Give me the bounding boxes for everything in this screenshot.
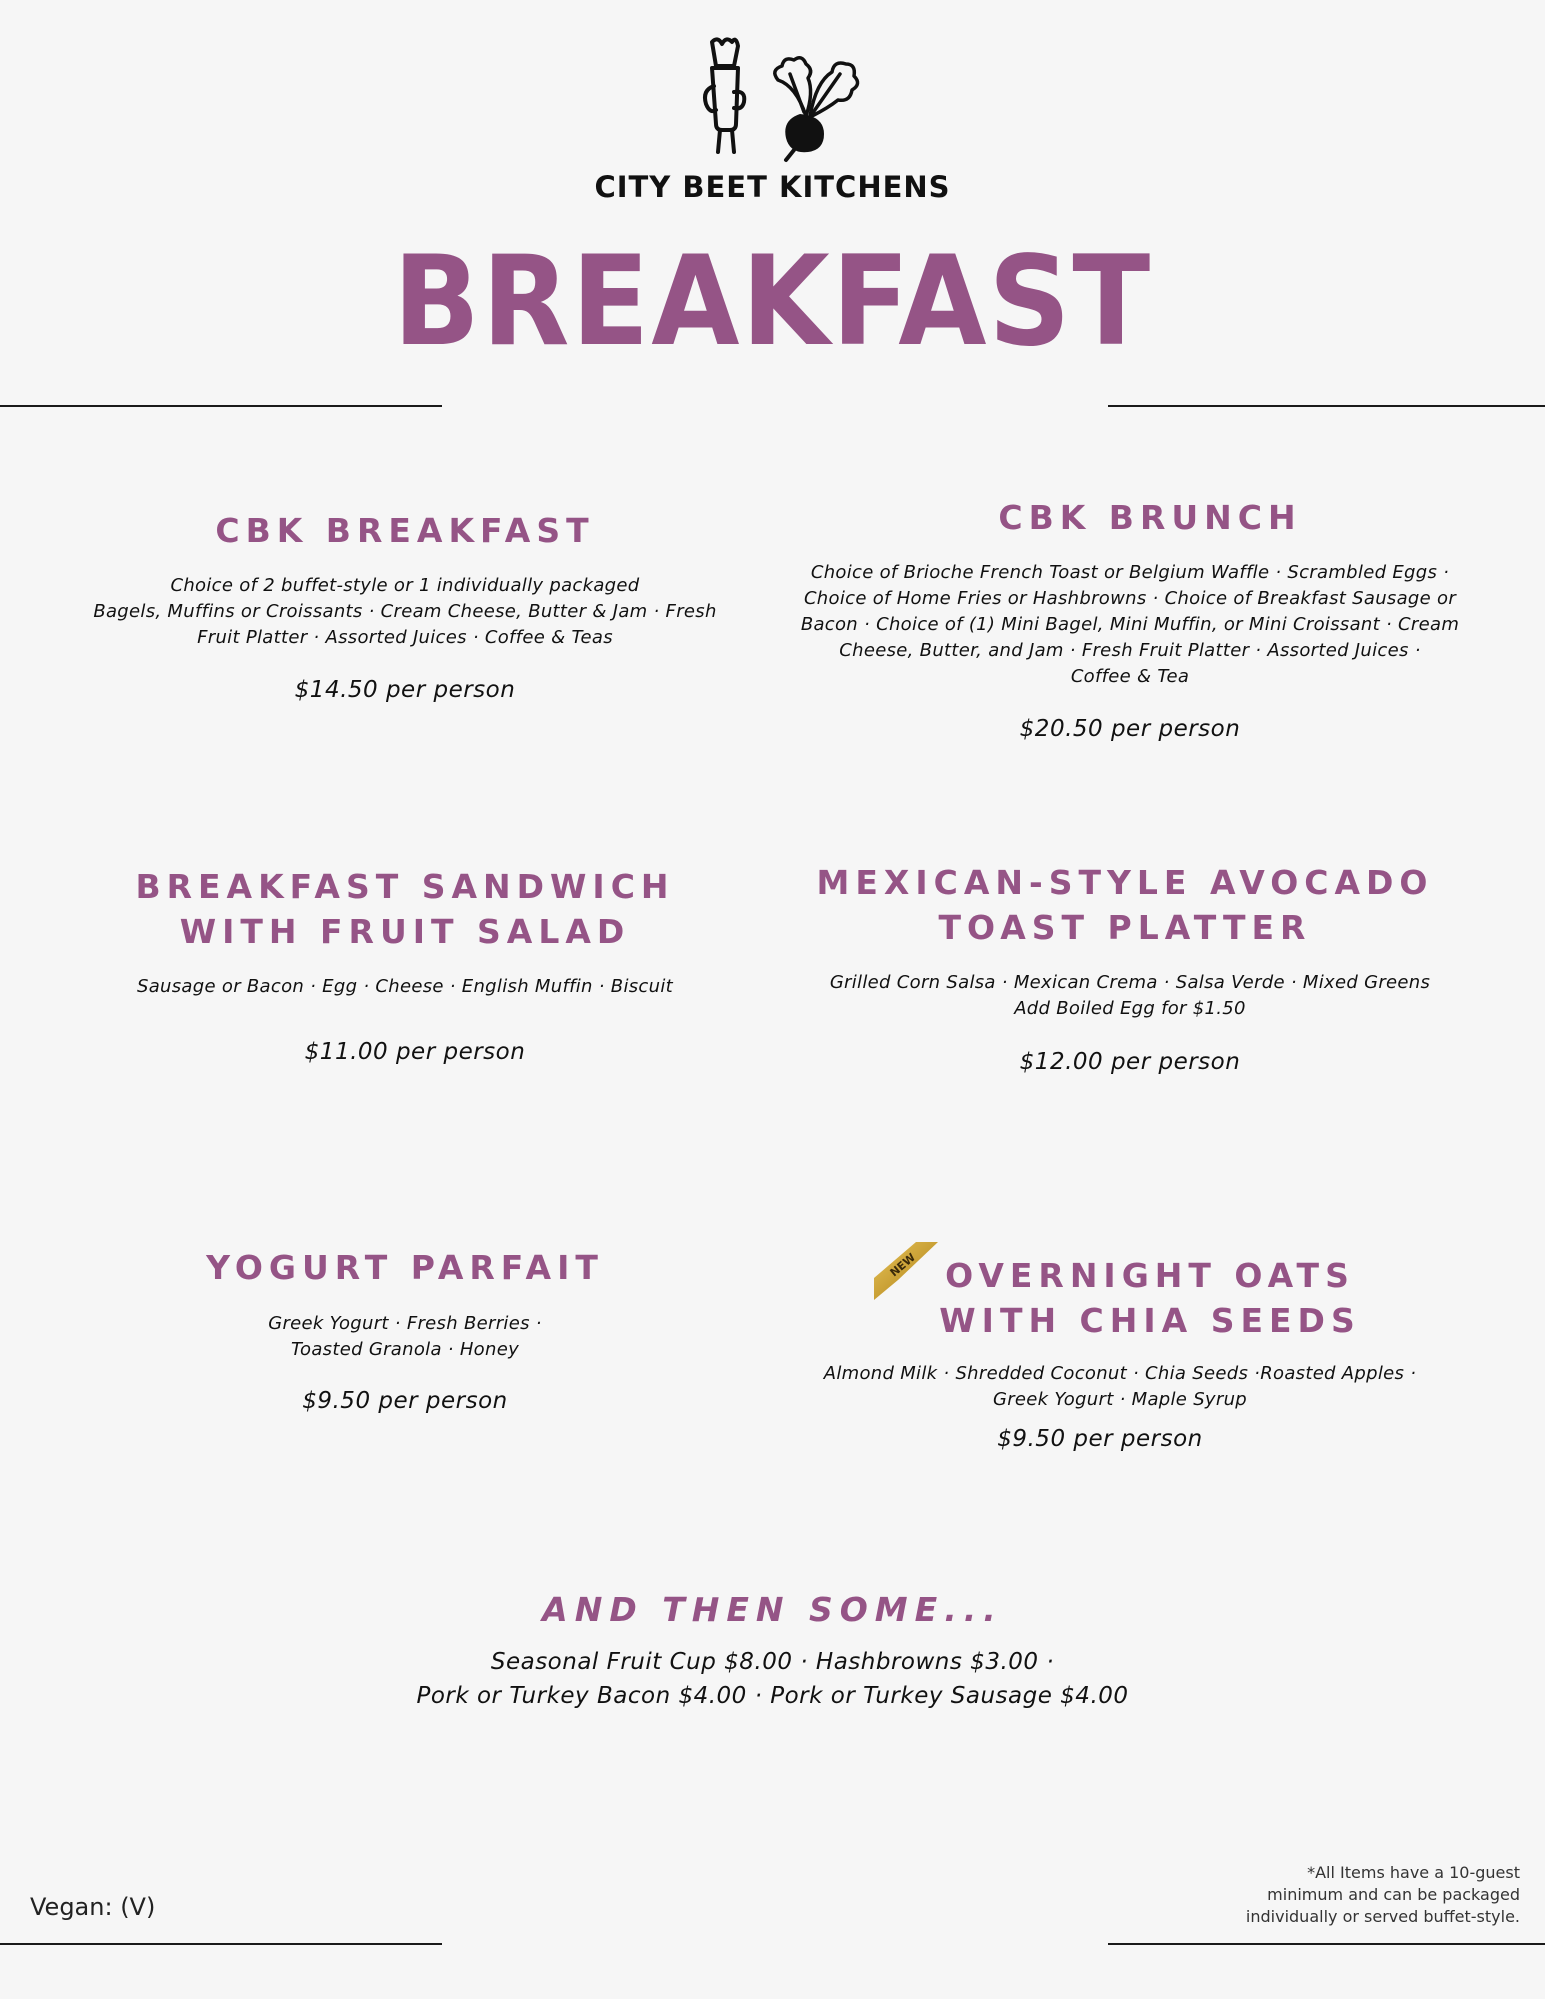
item-description: Almond Milk · Shredded Coconut · Chia Seeds ·Roasted Apples · Greek Yogurt · Maple Syrup [823,1363,1417,1410]
item-title: YOGURT PARFAIT [206,1248,604,1287]
item-title: BREAKFAST SANDWICH WITH FRUIT SALAD [135,867,675,951]
item-description: Greek Yogurt · Fresh Berries · Toasted Granola · Honey [268,1313,542,1360]
torch-hand-icon [705,39,744,152]
item-price: $12.00 per person [1019,1049,1241,1075]
divider-bottom-right [1108,1943,1545,1945]
item-price: $9.50 per person [302,1388,508,1414]
item-title: MEXICAN-STYLE AVOCADO TOAST PLATTER [816,863,1434,947]
extras-line: Pork or Turkey Bacon $4.00 · Pork or Turkey Sausage $4.00 [416,1683,1129,1709]
divider-top-left [0,405,442,407]
item-price: $20.50 per person [1019,716,1241,742]
item-description: Choice of Brioche French Toast or Belgium Waffle · Scrambled Eggs · Choice of Home Fries or Hashbrowns · Choice of Breakfast Sausage or Bacon · Choice of (1) Mini Bagel, Mini Muffin, or Mini Croissant · Cream Cheese, Butter, and Jam · Fresh Fruit Platter · Assorted Juices · Coffee & Tea [800,562,1460,687]
item-description: Choice of 2 buffet-style or 1 individually packaged Bagels, Muffins or Croissants · Cream Cheese, Butter & Jam · Fresh Fruit Platter · Assorted Juices · Coffee & Teas [93,575,717,648]
footnote: *All Items have a 10-guest minimum and can be packaged individually or served buffet-style. [1245,1863,1520,1926]
brand-name: CITY BEET KITCHENS [594,170,951,204]
item-description: Grilled Corn Salsa · Mexican Crema · Salsa Verde · Mixed Greens Add Boiled Egg for $1.50 [829,972,1431,1019]
divider-top-right [1108,405,1545,407]
divider-bottom-left [0,1943,442,1945]
item-description: Sausage or Bacon · Egg · Cheese · English Muffin · Biscuit [136,976,673,997]
beet-icon [775,58,858,160]
extras-line: Seasonal Fruit Cup $8.00 · Hashbrowns $3.00 · [490,1649,1055,1675]
page-title: BREAKFAST [392,230,1153,374]
brand-logo [690,34,870,164]
item-price: $11.00 per person [304,1039,526,1065]
vegan-note: Vegan: (V) [30,1893,156,1921]
item-title: CBK BRUNCH [998,498,1302,537]
item-title: CBK BREAKFAST [215,511,595,550]
item-price: $9.50 per person [997,1426,1203,1452]
item-price: $14.50 per person [294,677,516,703]
extras-title: AND THEN SOME... [542,1590,1003,1629]
item-title: OVERNIGHT OATS WITH CHIA SEEDS [939,1256,1361,1340]
new-badge-label: NEW [887,1250,919,1280]
